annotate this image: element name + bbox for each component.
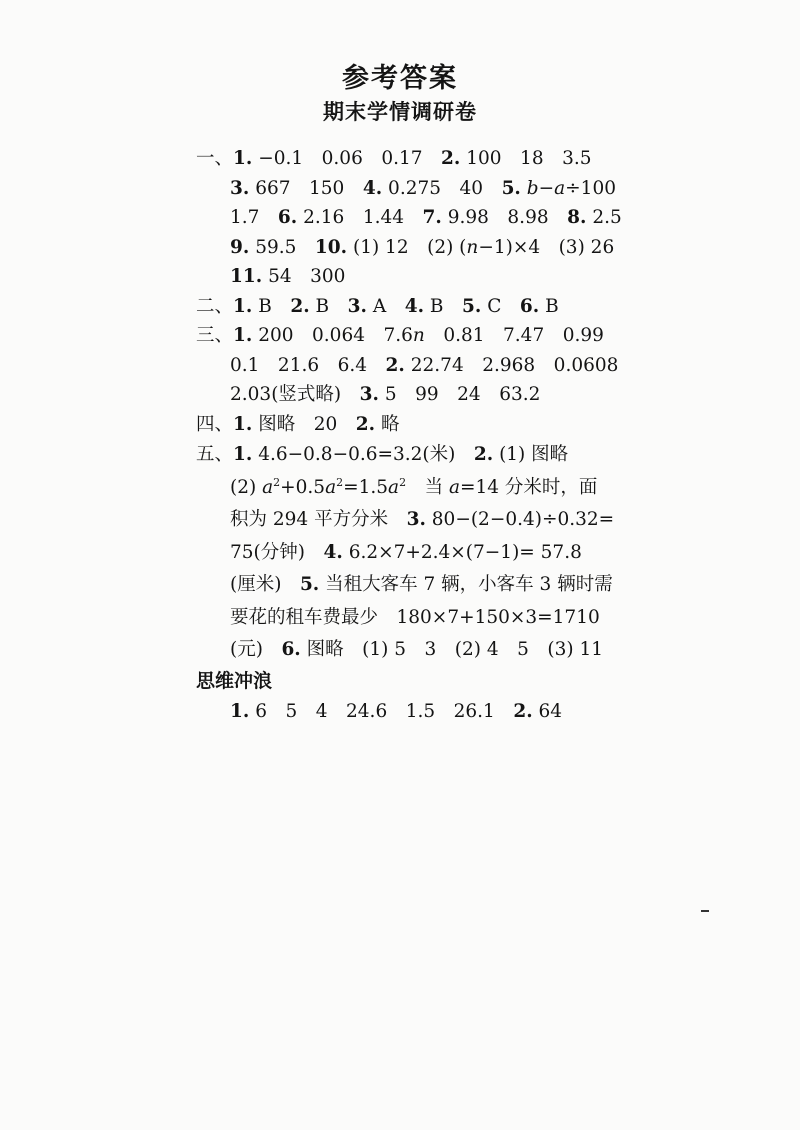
q-number: 6. — [519, 295, 540, 317]
answer-text: 64 — [532, 701, 563, 722]
answer-text: 200 0.064 7.6 — [252, 325, 413, 346]
answer-text: B — [539, 295, 559, 317]
q-number: 3. — [230, 177, 250, 199]
section-3-line-2 — [196, 351, 636, 381]
answer-text: 0.275 40 — [382, 177, 502, 199]
answer-text: B — [309, 295, 348, 317]
answer-text: 80−(2−0.4)÷0.32= — [425, 509, 615, 530]
q-number: 4. — [404, 295, 425, 317]
section-1-line-5 — [196, 262, 636, 292]
answer-text: −0.1 0.06 0.17 — [252, 148, 442, 169]
variable: b — [526, 177, 539, 199]
answer-text: 要花的租车费最少 180×7+150×3=1710 — [230, 606, 600, 628]
answer-text: +0.5 — [280, 476, 326, 498]
section-5-heading: 五、 — [196, 444, 234, 465]
q-number: 9. — [230, 236, 250, 258]
answer-text: 当租大客车 7 辆，小客车 3 辆时需 — [319, 574, 613, 595]
exponent: 2 — [336, 475, 344, 489]
variable: a — [388, 476, 400, 498]
q-number: 3. — [406, 509, 426, 530]
answer-text: 59.5 — [249, 236, 315, 258]
answer-text: 图略 20 — [252, 413, 356, 435]
section-5-line-3 — [196, 504, 636, 537]
page-subtitle: 期末学情调研卷 — [323, 99, 477, 124]
section-4-line-1 — [196, 410, 636, 440]
q-number: 3. — [359, 384, 379, 405]
answer-text: 略 — [375, 413, 400, 435]
section-5-line-1 — [196, 439, 636, 472]
section-1-line-4 — [196, 233, 636, 263]
answer-text: ÷100 — [565, 177, 616, 199]
exponent: 2 — [399, 475, 407, 489]
section-5-line-2 — [196, 472, 636, 505]
section-1-line-3 — [196, 203, 636, 233]
section-5-line-4 — [196, 537, 636, 570]
q-number: 4. — [362, 177, 383, 199]
answer-text: 9.98 8.98 — [441, 207, 568, 228]
q-number: 2. — [473, 444, 494, 465]
answer-text: −1)×4 (3) 26 — [478, 236, 615, 258]
q-number: 5. — [501, 177, 521, 199]
variable: a — [448, 476, 460, 498]
answer-text: 1.7 — [230, 207, 278, 228]
q-number: 8. — [567, 207, 587, 228]
bonus-line-1 — [196, 696, 636, 729]
variable: n — [412, 325, 425, 346]
scan-mark — [701, 910, 709, 912]
section-1-line-1 — [196, 144, 636, 174]
answer-text: 2.03(竖式略) — [230, 384, 360, 405]
answer-text: C — [481, 295, 520, 317]
answer-text: − — [538, 177, 555, 199]
q-number: 2. — [355, 413, 376, 435]
answer-text: (2) — [230, 476, 263, 498]
q-number: 1. — [233, 444, 253, 465]
q-number: 1. — [233, 148, 253, 169]
q-number: 6. — [277, 207, 298, 228]
q-number: 2. — [441, 148, 461, 169]
variable: a — [554, 177, 566, 199]
section-2-line-1 — [196, 292, 636, 322]
q-number: 5. — [462, 295, 482, 317]
section-4-heading: 四、 — [196, 413, 234, 435]
answer-text: 2.5 — [586, 207, 622, 228]
q-number: 7. — [422, 207, 442, 228]
q-number: 3. — [347, 295, 367, 317]
section-3-line-3 — [196, 380, 636, 410]
answer-text: A — [366, 295, 405, 317]
answer-text: (1) 12 (2) ( — [347, 236, 467, 258]
q-number: 1. — [233, 413, 253, 435]
exponent: 2 — [273, 475, 281, 489]
section-5-line-6 — [196, 602, 636, 635]
q-number: 6. — [281, 639, 301, 660]
q-number: 1. — [233, 325, 253, 346]
answer-text: 100 18 3.5 — [460, 148, 592, 169]
answer-text: 积为 294 平方分米 — [230, 509, 407, 530]
answer-text: 2.16 1.44 — [297, 207, 423, 228]
q-number: 11. — [230, 266, 263, 287]
answer-text: (厘米) — [230, 574, 300, 595]
q-number: 2. — [290, 295, 310, 317]
section-5-line-5 — [196, 569, 636, 602]
answer-text: 图略 (1) 5 3 (2) 4 5 (3) 11 — [300, 639, 604, 660]
answer-text: B — [252, 295, 291, 317]
answer-text: 6.2×7+2.4×(7−1)= 57.8 — [342, 541, 582, 563]
q-number: 1. — [230, 701, 250, 722]
answer-text: (1) 图略 — [493, 444, 569, 465]
answer-text: 0.81 7.47 0.99 — [424, 325, 604, 346]
answer-text: (元) — [230, 639, 282, 660]
variable: a — [325, 476, 337, 498]
section-3-heading: 三、 — [196, 325, 234, 346]
answer-text: 0.1 21.6 6.4 — [230, 354, 386, 376]
q-number: 5. — [299, 574, 320, 595]
answer-text: B — [424, 295, 463, 317]
answer-list — [196, 144, 636, 729]
section-2-heading: 二、 — [196, 295, 234, 317]
variable: a — [262, 476, 274, 498]
q-number: 1. — [233, 295, 253, 317]
answer-text: 5 99 24 63.2 — [378, 384, 541, 405]
section-3-line-1 — [196, 321, 636, 351]
answer-text: 当 — [406, 476, 449, 498]
q-number: 2. — [385, 354, 405, 376]
answer-text: =14 分米时，面 — [459, 476, 598, 498]
answer-text: 4.6−0.8−0.6=3.2(米) — [252, 444, 474, 465]
bonus-heading: 思维冲浪 — [196, 669, 273, 692]
answer-text: 667 150 — [249, 177, 363, 199]
answer-text: =1.5 — [343, 476, 389, 498]
section-1-heading: 一、 — [196, 148, 234, 169]
page-title: 参考答案 — [342, 63, 458, 94]
answer-text: 54 300 — [262, 266, 346, 287]
section-5-line-7 — [196, 634, 636, 667]
q-number: 10. — [314, 236, 348, 258]
answer-text: 22.74 2.968 0.0608 — [404, 354, 619, 376]
variable: n — [466, 236, 479, 258]
q-number: 4. — [323, 541, 343, 563]
section-1-line-2 — [196, 174, 636, 204]
q-number: 2. — [513, 701, 533, 722]
answer-text: 75(分钟) — [230, 541, 324, 563]
answer-text: 6 5 4 24.6 1.5 26.1 — [249, 701, 514, 722]
